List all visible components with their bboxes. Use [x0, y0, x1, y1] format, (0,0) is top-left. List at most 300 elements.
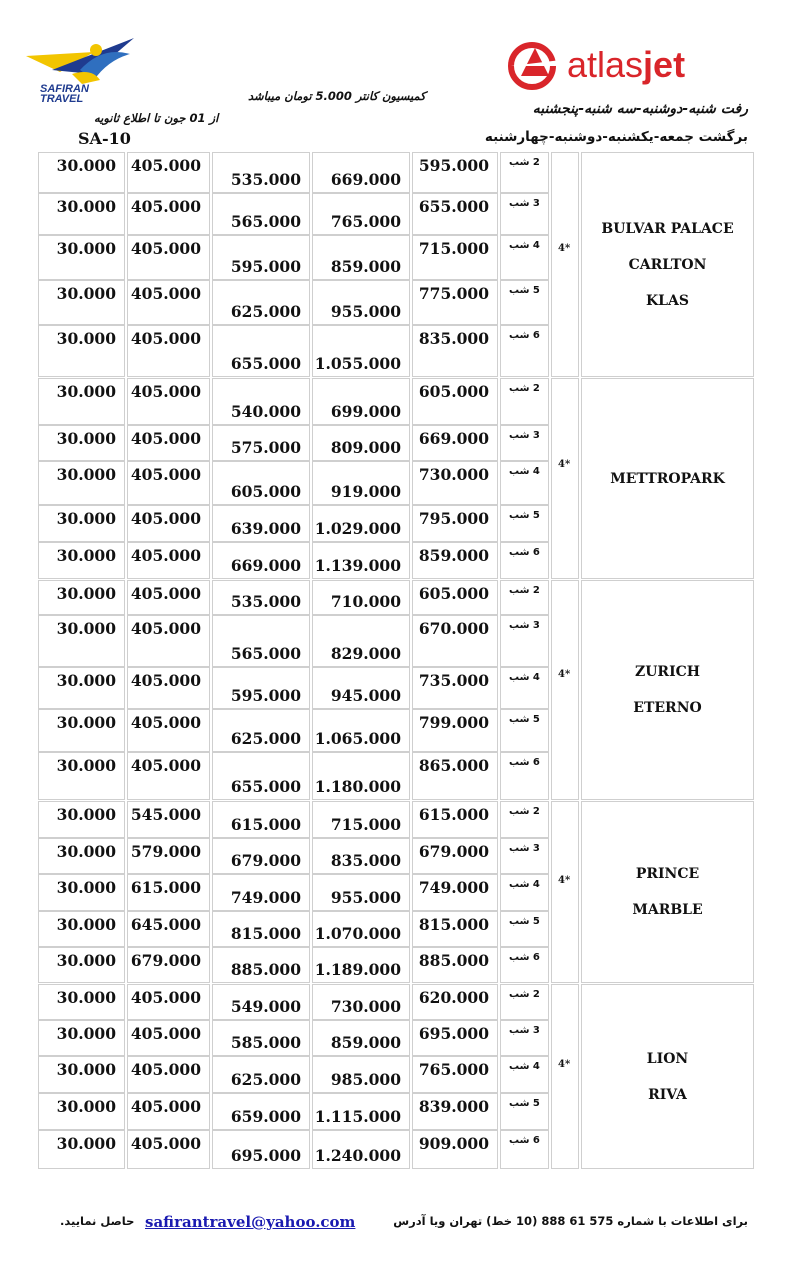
price-cell [38, 580, 125, 615]
price-value: 865.000 [418, 756, 489, 775]
nights-cell [500, 1130, 549, 1169]
price-cell [212, 984, 310, 1020]
price-cell [412, 425, 498, 461]
price-cell [38, 235, 125, 280]
price-cell [312, 838, 410, 874]
price-cell [127, 425, 210, 461]
price-cell [212, 193, 310, 235]
atlasjet-mark-icon [505, 40, 563, 90]
price-value: 730.000 [418, 465, 489, 484]
nights-cell [500, 615, 549, 667]
star-rating-cell [551, 984, 579, 1169]
price-cell [312, 325, 410, 377]
price-value: 405.000 [130, 1097, 201, 1116]
price-value: 715.000 [418, 239, 489, 258]
price-cell [127, 752, 210, 800]
price-cell [412, 874, 498, 911]
price-cell [38, 280, 125, 325]
price-value: 749.000 [418, 878, 489, 897]
nights-cell [500, 280, 549, 325]
price-value: 735.000 [418, 671, 489, 690]
price-value: 639.000 [230, 519, 301, 538]
price-value: 669.000 [230, 556, 301, 575]
price-cell [312, 615, 410, 667]
star-rating: 4* [558, 459, 571, 470]
price-cell [212, 752, 310, 800]
price-value: 405.000 [130, 465, 201, 484]
price-cell [212, 709, 310, 752]
price-cell [38, 461, 125, 505]
price-cell [127, 801, 210, 838]
star-rating-cell [551, 801, 579, 983]
price-cell [412, 1093, 498, 1130]
price-cell [312, 1130, 410, 1169]
price-cell [127, 838, 210, 874]
price-value: 30.000 [56, 239, 116, 258]
price-cell [312, 984, 410, 1020]
nights-label: 3 شب [509, 1025, 540, 1036]
nights-label: 3 شب [509, 198, 540, 209]
price-value: 405.000 [130, 713, 201, 732]
atlasjet-wordmark-light: atlas [567, 44, 644, 85]
price-value: 405.000 [130, 329, 201, 348]
price-value: 795.000 [418, 509, 489, 528]
price-value: 30.000 [56, 465, 116, 484]
tour-code: SA-10 [78, 129, 131, 148]
price-cell [38, 152, 125, 193]
price-value: 655.000 [230, 354, 301, 373]
star-rating: 4* [558, 243, 571, 254]
price-value: 405.000 [130, 988, 201, 1007]
price-cell [38, 1020, 125, 1056]
price-value: 30.000 [56, 842, 116, 861]
price-cell [127, 947, 210, 983]
nights-label: 4 شب [509, 1061, 540, 1072]
price-value: 575.000 [230, 438, 301, 457]
price-value: 549.000 [230, 997, 301, 1016]
price-cell [412, 1130, 498, 1169]
price-value: 659.000 [230, 1107, 301, 1126]
hotel-name: MARBLE [632, 902, 703, 918]
star-rating-cell [551, 378, 579, 579]
email-link[interactable]: safirantravel@yahoo.com [145, 1213, 356, 1231]
price-cell [127, 505, 210, 542]
price-cell [312, 911, 410, 947]
nights-label: 2 شب [509, 383, 540, 394]
nights-cell [500, 911, 549, 947]
price-cell [212, 1020, 310, 1056]
price-cell [412, 461, 498, 505]
price-value: 605.000 [418, 382, 489, 401]
nights-cell [500, 667, 549, 709]
price-value: 985.000 [330, 1070, 401, 1089]
price-value: 405.000 [130, 1134, 201, 1153]
price-cell [412, 947, 498, 983]
nights-label: 6 شب [509, 547, 540, 558]
price-value: 945.000 [330, 686, 401, 705]
nights-cell [500, 505, 549, 542]
price-value: 815.000 [418, 915, 489, 934]
nights-label: 2 شب [509, 806, 540, 817]
nights-cell [500, 461, 549, 505]
hotel-names-cell [581, 378, 754, 579]
price-value: 405.000 [130, 509, 201, 528]
price-value: 679.000 [130, 951, 201, 970]
price-value: 1.139.000 [314, 556, 401, 575]
price-value: 565.000 [230, 212, 301, 231]
nights-label: 6 شب [509, 1135, 540, 1146]
price-value: 859.000 [330, 257, 401, 276]
nights-cell [500, 325, 549, 377]
price-cell [127, 874, 210, 911]
price-value: 30.000 [56, 197, 116, 216]
price-value: 605.000 [230, 482, 301, 501]
price-value: 625.000 [230, 1070, 301, 1089]
hotel-name: ETERNO [633, 700, 702, 716]
price-cell [38, 874, 125, 911]
price-cell [212, 1093, 310, 1130]
price-value: 835.000 [418, 329, 489, 348]
price-value: 679.000 [418, 842, 489, 861]
price-cell [127, 667, 210, 709]
price-cell [212, 580, 310, 615]
footer-info-text: برای اطلاعات با شماره 575 61 888 (10 خط) تهران ویا آدرس [393, 1214, 748, 1228]
price-cell [127, 1093, 210, 1130]
price-cell [412, 667, 498, 709]
hotel-name: ZURICH [635, 664, 700, 680]
price-cell [127, 1130, 210, 1169]
price-value: 695.000 [418, 1024, 489, 1043]
price-value: 839.000 [418, 1097, 489, 1116]
price-cell [212, 425, 310, 461]
price-cell [127, 615, 210, 667]
price-cell [38, 378, 125, 425]
price-cell [38, 542, 125, 579]
star-rating-cell [551, 580, 579, 800]
commission-note: کمیسیون کانتر 5.000 تومان میباشد [248, 89, 426, 103]
hotel-name: BULVAR PALACE [601, 220, 734, 237]
price-cell [312, 152, 410, 193]
hotel-names-cell [581, 152, 754, 377]
price-cell [412, 1056, 498, 1093]
price-cell [412, 752, 498, 800]
price-value: 679.000 [230, 851, 301, 870]
price-value: 545.000 [130, 805, 201, 824]
nights-label: 2 شب [509, 585, 540, 596]
nights-cell [500, 1020, 549, 1056]
price-value: 809.000 [330, 438, 401, 457]
price-value: 540.000 [230, 402, 301, 421]
price-table [38, 152, 756, 1169]
price-cell [38, 911, 125, 947]
price-cell [212, 1056, 310, 1093]
price-value: 955.000 [330, 888, 401, 907]
price-value: 835.000 [330, 851, 401, 870]
price-value: 885.000 [418, 951, 489, 970]
price-cell [212, 667, 310, 709]
nights-label: 5 شب [509, 1098, 540, 1109]
price-cell [38, 752, 125, 800]
nights-label: 6 شب [509, 757, 540, 768]
nights-label: 6 شب [509, 330, 540, 341]
price-value: 625.000 [230, 302, 301, 321]
nights-cell [500, 752, 549, 800]
nights-label: 4 شب [509, 879, 540, 890]
nights-cell [500, 709, 549, 752]
hotel-names-cell [581, 580, 754, 800]
return-days: برگشت جمعه-یکشنبه-دوشنبه-چهارشنبه [484, 129, 748, 145]
price-value: 1.189.000 [314, 960, 401, 979]
hotel-name: METTROPARK [610, 470, 725, 487]
price-cell [312, 280, 410, 325]
price-cell [212, 542, 310, 579]
hotel-name: LION [646, 1050, 689, 1067]
validity-dates: از 01 جون تا اطلاع ثانویه [94, 111, 219, 125]
star-rating: 4* [558, 1059, 571, 1070]
hotel-name: PRINCE [635, 866, 700, 882]
price-value: 30.000 [56, 713, 116, 732]
price-value: 30.000 [56, 988, 116, 1007]
price-value: 405.000 [130, 1024, 201, 1043]
hotel-name: KLAS [646, 292, 689, 309]
price-value: 909.000 [418, 1134, 489, 1153]
price-value: 30.000 [56, 429, 116, 448]
price-value: 749.000 [230, 888, 301, 907]
price-value: 30.000 [56, 509, 116, 528]
price-cell [127, 152, 210, 193]
nights-label: 4 شب [509, 466, 540, 477]
price-value: 1.180.000 [314, 777, 401, 796]
price-cell [412, 615, 498, 667]
price-value: 605.000 [418, 584, 489, 603]
price-cell [312, 752, 410, 800]
price-value: 695.000 [230, 1146, 301, 1165]
nights-cell [500, 580, 549, 615]
price-value: 30.000 [56, 1134, 116, 1153]
hotel-names-cell [581, 984, 754, 1169]
price-cell [412, 801, 498, 838]
price-value: 535.000 [230, 592, 301, 611]
price-cell [312, 874, 410, 911]
price-cell [412, 838, 498, 874]
price-value: 765.000 [330, 212, 401, 231]
nights-label: 2 شب [509, 157, 540, 168]
price-value: 1.115.000 [314, 1107, 401, 1126]
price-cell [312, 378, 410, 425]
price-value: 699.000 [330, 402, 401, 421]
price-value: 715.000 [330, 815, 401, 834]
price-cell [412, 911, 498, 947]
price-value: 405.000 [130, 197, 201, 216]
nights-label: 5 شب [509, 714, 540, 725]
nights-cell [500, 193, 549, 235]
price-value: 670.000 [418, 619, 489, 638]
price-value: 30.000 [56, 915, 116, 934]
nights-label: 3 شب [509, 843, 540, 854]
price-value: 30.000 [56, 329, 116, 348]
nights-label: 6 شب [509, 952, 540, 963]
price-cell [127, 1020, 210, 1056]
price-value: 405.000 [130, 284, 201, 303]
price-cell [312, 542, 410, 579]
price-cell [127, 378, 210, 425]
nights-label: 2 شب [509, 989, 540, 1000]
price-cell [412, 709, 498, 752]
nights-cell [500, 874, 549, 911]
price-cell [38, 947, 125, 983]
price-value: 30.000 [56, 284, 116, 303]
price-cell [212, 947, 310, 983]
price-value: 885.000 [230, 960, 301, 979]
price-cell [212, 615, 310, 667]
price-value: 30.000 [56, 756, 116, 775]
price-cell [38, 505, 125, 542]
price-value: 620.000 [418, 988, 489, 1007]
nights-label: 5 شب [509, 285, 540, 296]
price-cell [212, 325, 310, 377]
safiran-brand-line2: TRAVEL [40, 93, 84, 105]
price-value: 615.000 [230, 815, 301, 834]
price-value: 859.000 [330, 1033, 401, 1052]
departure-days: رفت شنبه-دوشنبه-سه شنبه-پنجشنبه [532, 101, 748, 117]
price-value: 595.000 [418, 156, 489, 175]
price-cell [38, 425, 125, 461]
price-value: 30.000 [56, 951, 116, 970]
price-cell [212, 461, 310, 505]
price-value: 405.000 [130, 429, 201, 448]
nights-cell [500, 235, 549, 280]
price-cell [312, 667, 410, 709]
price-cell [127, 193, 210, 235]
nights-label: 3 شب [509, 620, 540, 631]
price-value: 625.000 [230, 729, 301, 748]
price-value: 30.000 [56, 878, 116, 897]
price-value: 30.000 [56, 619, 116, 638]
price-value: 1.240.000 [314, 1146, 401, 1165]
price-cell [312, 235, 410, 280]
star-rating: 4* [558, 875, 571, 886]
price-value: 30.000 [56, 382, 116, 401]
price-cell [212, 801, 310, 838]
price-value: 405.000 [130, 239, 201, 258]
price-value: 579.000 [130, 842, 201, 861]
footer [0, 1207, 800, 1237]
price-cell [127, 709, 210, 752]
nights-label: 4 شب [509, 240, 540, 251]
price-value: 615.000 [418, 805, 489, 824]
price-value: 1.070.000 [314, 924, 401, 943]
price-cell [212, 911, 310, 947]
price-cell [38, 615, 125, 667]
price-value: 565.000 [230, 644, 301, 663]
nights-label: 3 شب [509, 430, 540, 441]
price-value: 30.000 [56, 671, 116, 690]
price-cell [312, 193, 410, 235]
price-cell [38, 193, 125, 235]
price-value: 585.000 [230, 1033, 301, 1052]
price-cell [127, 280, 210, 325]
safiran-brand-line1: SAFIRAN [40, 83, 89, 95]
price-value: 859.000 [418, 546, 489, 565]
price-value: 595.000 [230, 686, 301, 705]
price-cell [412, 580, 498, 615]
price-cell [412, 280, 498, 325]
nights-cell [500, 152, 549, 193]
price-value: 765.000 [418, 1060, 489, 1079]
nights-cell [500, 947, 549, 983]
price-value: 405.000 [130, 1060, 201, 1079]
price-cell [212, 378, 310, 425]
price-value: 615.000 [130, 878, 201, 897]
star-rating: 4* [558, 669, 571, 680]
price-cell [38, 1056, 125, 1093]
price-value: 30.000 [56, 1060, 116, 1079]
nights-cell [500, 1093, 549, 1130]
price-cell [212, 280, 310, 325]
price-value: 405.000 [130, 546, 201, 565]
price-cell [312, 947, 410, 983]
price-cell [38, 801, 125, 838]
price-value: 655.000 [418, 197, 489, 216]
price-cell [38, 1093, 125, 1130]
price-cell [127, 325, 210, 377]
nights-label: 4 شب [509, 672, 540, 683]
price-cell [212, 838, 310, 874]
price-value: 405.000 [130, 584, 201, 603]
price-value: 405.000 [130, 156, 201, 175]
price-cell [38, 325, 125, 377]
price-cell [38, 1130, 125, 1169]
price-value: 405.000 [130, 619, 201, 638]
price-value: 405.000 [130, 756, 201, 775]
price-value: 405.000 [130, 671, 201, 690]
price-value: 1.055.000 [314, 354, 401, 373]
hotel-names-cell [581, 801, 754, 983]
price-cell [38, 667, 125, 709]
price-value: 645.000 [130, 915, 201, 934]
nights-cell [500, 801, 549, 838]
price-cell [312, 505, 410, 542]
price-value: 775.000 [418, 284, 489, 303]
price-cell [38, 984, 125, 1020]
price-cell [312, 709, 410, 752]
price-value: 799.000 [418, 713, 489, 732]
price-cell [412, 542, 498, 579]
price-value: 919.000 [330, 482, 401, 501]
nights-label: 5 شب [509, 510, 540, 521]
price-cell [127, 580, 210, 615]
price-cell [412, 1020, 498, 1056]
price-value: 405.000 [130, 382, 201, 401]
atlasjet-wordmark-bold: jet [643, 44, 686, 85]
price-cell [312, 1056, 410, 1093]
price-cell [212, 874, 310, 911]
price-cell [127, 235, 210, 280]
safiran-travel-logo [22, 34, 147, 106]
price-cell [312, 461, 410, 505]
price-cell [38, 838, 125, 874]
price-value: 1.065.000 [314, 729, 401, 748]
price-cell [412, 325, 498, 377]
price-value: 30.000 [56, 584, 116, 603]
price-cell [127, 984, 210, 1020]
price-cell [212, 235, 310, 280]
atlasjet-logo [505, 40, 745, 92]
star-rating-cell [551, 152, 579, 377]
price-value: 710.000 [330, 592, 401, 611]
price-value: 30.000 [56, 1024, 116, 1043]
nights-cell [500, 984, 549, 1020]
